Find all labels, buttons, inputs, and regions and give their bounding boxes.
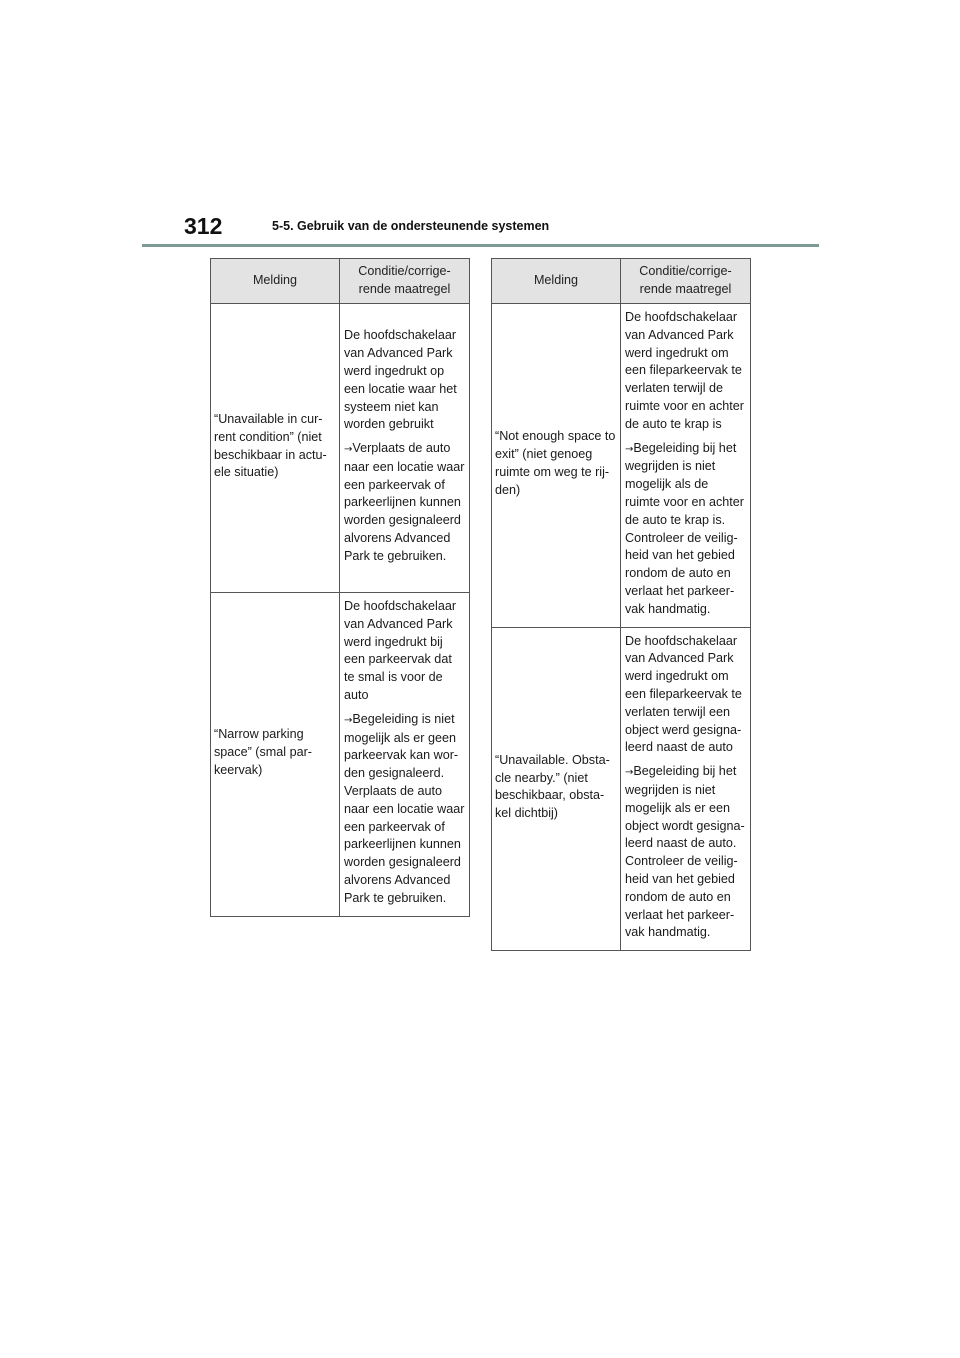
action-label: Begeleiding is niet mogelijk als er geen parkeervak kan wor-den gesignaleerd. Verplaats de auto naar een locatie waar een parkeervak of parkeerlijnen kunnen worden gesignaleerd alvorens Advanced Park te gebruiken.: [344, 711, 465, 905]
message-cell: “Not enough space to exit” (niet genoeg ruimte om weg te rij-den): [492, 304, 621, 628]
message-cell: “Narrow parking space” (smal par-keervak): [211, 593, 340, 917]
message-table-left: [210, 258, 470, 917]
right-arrow-icon: →: [625, 443, 634, 455]
table-row: [211, 304, 470, 593]
condition-cell: [340, 593, 470, 917]
condition-cell: [340, 304, 470, 593]
table-row: [492, 627, 751, 951]
right-arrow-icon: →: [344, 444, 353, 456]
action-text: [344, 711, 465, 908]
condition-cell: [621, 627, 751, 951]
right-arrow-icon: →: [344, 714, 353, 726]
section-title: 5-5. Gebruik van de ondersteunende systemen: [272, 219, 550, 233]
table-row: [211, 593, 470, 917]
column-header-message: Melding: [492, 259, 621, 304]
message-cell: “Unavailable in cur-rent condition” (niet beschikbaar in actu-ele situatie): [211, 304, 340, 593]
right-arrow-icon: →: [625, 767, 634, 779]
page-number: 312: [184, 213, 223, 239]
message-cell: “Unavailable. Obsta-cle nearby.” (niet beschikbaar, obsta-kel dichtbij): [492, 627, 621, 951]
condition-cell: [621, 304, 751, 628]
table-header-row: [211, 259, 470, 304]
action-text: [625, 763, 746, 942]
action-label: Begeleiding bij het wegrijden is niet mogelijk als er een object wordt gesigna-leerd naast de auto. Controleer de veilig-heid van het gebied rondom de auto en verlaat het parkeer-vak handmatig.: [625, 764, 745, 940]
condition-text: De hoofdschakelaar van Advanced Park werd ingedrukt om een fileparkeervak te verlaten terwijl de ruimte voor en achter de auto te krap is: [625, 310, 744, 431]
action-text: [344, 440, 465, 566]
column-header-message: Melding: [211, 259, 340, 304]
action-label: Verplaats de auto naar een locatie waar een parkeervak of parkeerlijnen kunnen worden gesignaleerd alvorens Advanced Park te gebruiken.: [344, 441, 465, 563]
column-header-condition: Conditie/corrige-rende maatregel: [340, 259, 470, 304]
action-text: [625, 440, 746, 619]
column-header-condition: Conditie/corrige-rende maatregel: [621, 259, 751, 304]
condition-text: De hoofdschakelaar van Advanced Park werd ingedrukt bij een parkeervak dat te smal is voor de auto: [344, 599, 457, 702]
condition-text: De hoofdschakelaar van Advanced Park werd ingedrukt op een locatie waar het systeem niet kan worden gebruikt: [344, 328, 457, 432]
message-table-right: [491, 258, 751, 951]
condition-text: De hoofdschakelaar van Advanced Park werd ingedrukt om een fileparkeervak te verlaten terwijl een object werd gesigna-leerd naast de auto: [625, 633, 742, 755]
table-row: [492, 304, 751, 628]
header-divider: [142, 244, 819, 247]
table-header-row: [492, 259, 751, 304]
action-label: Begeleiding bij het wegrijden is niet mogelijk als de ruimte voor en achter de auto te krap is. Controleer de veilig-heid van het gebied rondom de auto en verlaat het parkeer-vak handmatig.: [625, 440, 744, 616]
